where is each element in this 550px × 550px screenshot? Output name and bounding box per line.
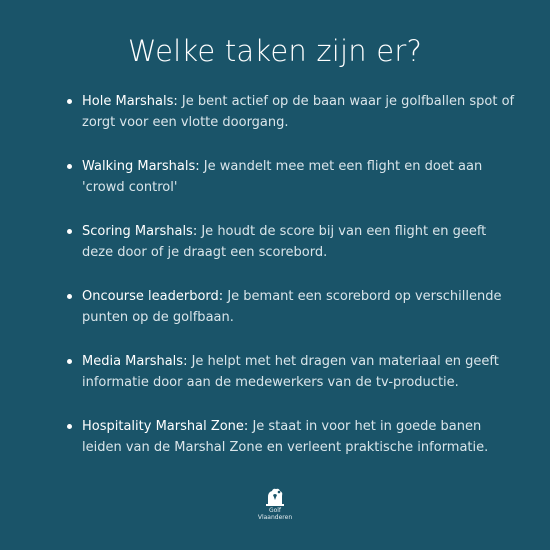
- task-description: Je houdt de score bij van een flight en geeft deze door of je draagt een scorebord.: [82, 224, 487, 260]
- task-description: Je wandelt mee met een flight en doet aan 'crowd control': [82, 159, 483, 195]
- task-name: Oncourse leaderbord:: [82, 289, 224, 304]
- bullet-icon: [67, 99, 72, 104]
- list-item: [66, 416, 518, 458]
- logo: [240, 487, 310, 527]
- bullet-icon: [67, 294, 72, 299]
- bullet-icon: [67, 359, 72, 364]
- list-item: [66, 91, 518, 133]
- task-description: Je helpt met het dragen van materiaal en geeft informatie door aan de medewerkers van de tv-productie.: [82, 354, 499, 390]
- list-item: [66, 351, 518, 393]
- task-name: Hole Marshals:: [82, 94, 178, 109]
- bullet-icon: [67, 229, 72, 234]
- logo-text-line2: Vlaanderen: [257, 514, 293, 521]
- task-list: [66, 91, 518, 481]
- task-name: Hospitality Marshal Zone:: [82, 419, 249, 434]
- page-title: Welke taken zijn er?: [127, 34, 423, 68]
- logo-text-line1: Golf: [268, 507, 282, 514]
- task-description: Je bent actief op de baan waar je golfballen spot of zorgt voor een vlotte doorgang.: [82, 94, 515, 130]
- list-item: [66, 156, 518, 198]
- bullet-icon: [67, 424, 72, 429]
- list-item: [66, 286, 518, 328]
- bullet-icon: [67, 164, 72, 169]
- task-description: Je staat in voor het in goede banen leiden van de Marshal Zone en verleent praktische informatie.: [82, 419, 489, 455]
- task-name: Walking Marshals:: [82, 159, 200, 174]
- task-name: Scoring Marshals:: [82, 224, 198, 239]
- task-description: Je bemant een scorebord op verschillende punten op de golfbaan.: [82, 289, 502, 325]
- task-name: Media Marshals:: [82, 354, 188, 369]
- list-item: [66, 221, 518, 263]
- lion-icon: [264, 487, 286, 507]
